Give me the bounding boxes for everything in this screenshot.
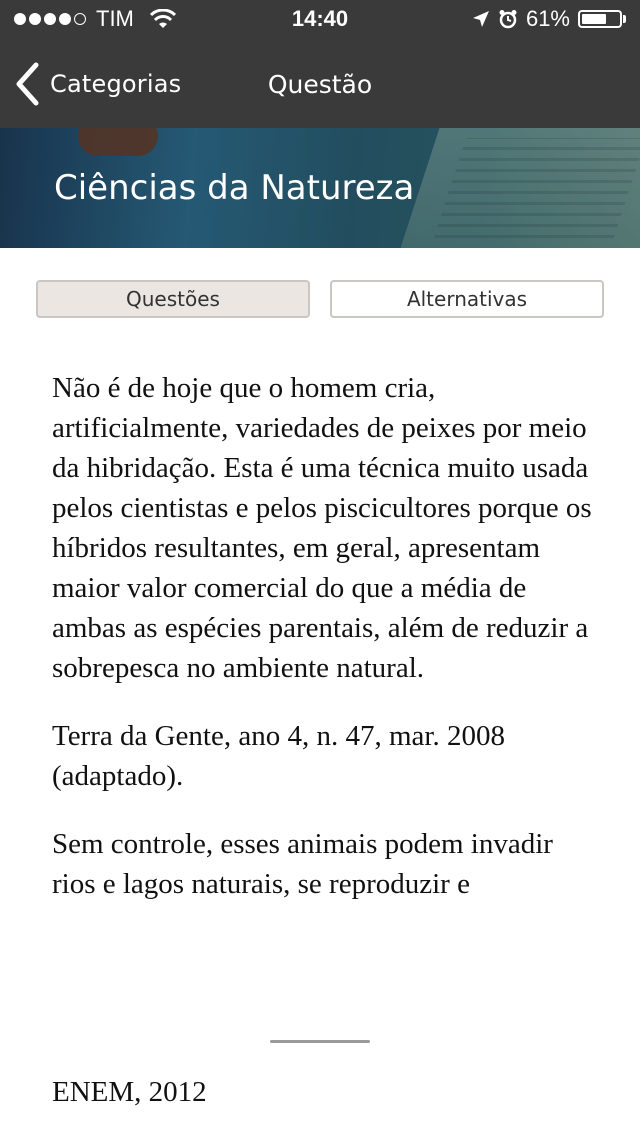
- carrier-name: TIM: [96, 6, 134, 31]
- category-heading: Ciências da Natureza: [54, 168, 415, 208]
- navigation-bar: [0, 40, 640, 128]
- question-citation: Terra da Gente, ano 4, n. 47, mar. 2008 (adaptado).: [52, 720, 505, 792]
- back-button-label: Categorias: [50, 70, 182, 98]
- nav-title: Questão: [267, 70, 373, 99]
- category-banner: [0, 128, 640, 248]
- question-paragraph: Não é de hoje que o homem cria, artificialmente, variedades de peixes por meio da hibridação. Esta é uma técnica muito usada pelos cientistas e pelos piscicultores porque os híbridos resultantes, em geral, apresentam maior valor comercial do que a média de ambas as espécies parentais, além de reduzir a sobrepesca no ambiente natural.: [52, 372, 592, 684]
- status-time: 14:40: [291, 6, 349, 31]
- top-bar: [0, 0, 640, 128]
- tab-questoes[interactable]: Questões: [36, 280, 310, 318]
- divider: [270, 1040, 370, 1043]
- status-bar: [0, 0, 640, 40]
- battery-icon: [578, 10, 626, 28]
- question-text: [52, 368, 602, 932]
- location-arrow-icon: [472, 10, 490, 28]
- segmented-control: [36, 280, 604, 320]
- alarm-clock-icon: [498, 9, 518, 29]
- question-paragraph: Sem controle, esses animais podem invadir rios e lagos naturais, se reproduzir e: [52, 828, 553, 900]
- tab-alternativas[interactable]: Alternativas: [330, 280, 604, 318]
- question-source: ENEM, 2012: [52, 1076, 207, 1108]
- battery-percent: 61%: [525, 6, 570, 31]
